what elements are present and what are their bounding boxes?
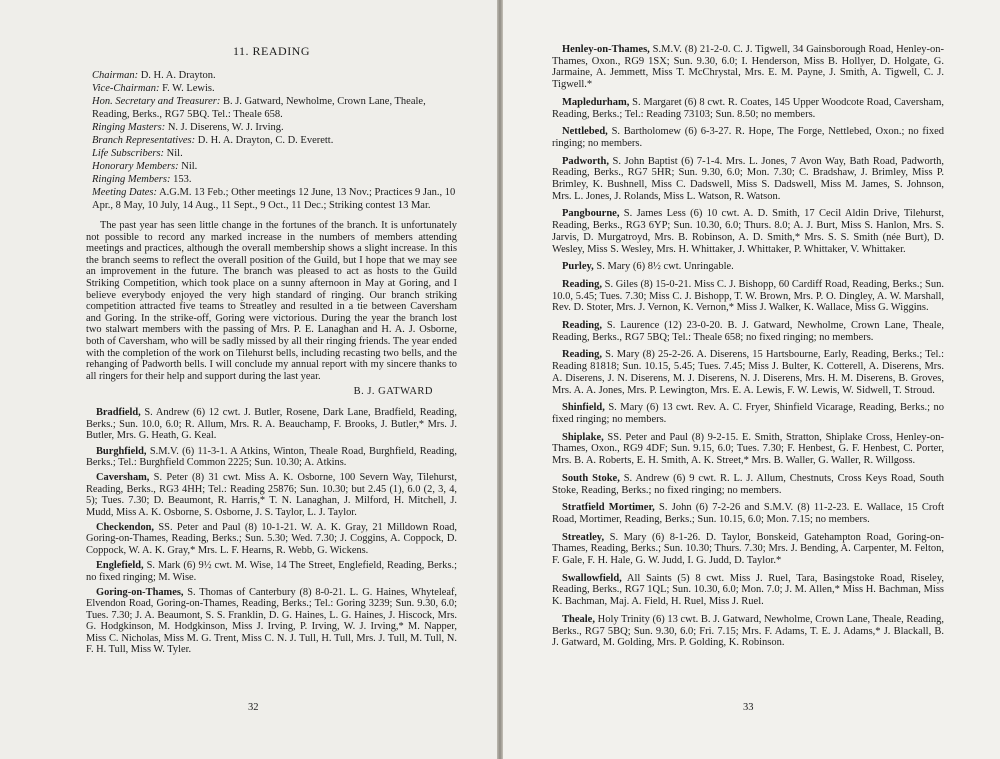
officer-value: A.G.M. 13 Feb.; Other meetings 12 June, 13 Nov.; Practices 9 Jan., 10 Apr., 8 May, 10 July, 14 Aug., 11 Sept., 9 Oct., 11 Dec.; Striking contest 13 Mar. — [92, 187, 456, 211]
officer-value: D. H. A. Drayton. — [140, 70, 216, 81]
officer-branch-reps — [86, 134, 457, 147]
tower-details: S. Andrew (6) 12 cwt. J. Butler, Rosene, Dark Lane, Bradfield, Reading, Berks.; Sun. 10.0, 6.0; R. Allum, Mrs. R. A. Beauchamp, F. Brooks, J. Butler,* Mrs. J. Butler, Mrs. G. Heath, G. Keal. — [86, 407, 457, 442]
tower-name: Reading, — [562, 278, 602, 290]
tower-entry — [552, 432, 944, 467]
branch-heading: 11. READING — [232, 44, 311, 58]
officer-meeting-dates — [86, 186, 457, 212]
officer-label: Chairman: — [92, 70, 139, 81]
tower-entry — [86, 472, 457, 518]
officer-label: Honorary Members: — [92, 161, 179, 172]
tower-entry — [552, 261, 944, 273]
officer-vice-chairman — [86, 82, 457, 95]
tower-entry — [86, 407, 457, 441]
officer-label: Meeting Dates: — [92, 187, 158, 198]
page-number-right: 33 — [743, 702, 754, 713]
tower-details: S. James Less (6) 10 cwt. A. D. Smith, 17 Cecil Aldin Drive, Tilehurst, Reading, Berks., RG3 6YP; Sun. 10.30, 6.0; Thurs. 8.0; A. J. Burt, Miss S. Hanlon, Mrs. S. Jarvis, D. Murgatroyd, Mrs. B. Robinson, A. D. Smith,* Mrs. S. S. Smith (née Burt), D. Wesley, Miss S. Wesley, Mrs. H. Whittaker, J. Whittaker, P. Whittaker, V. Whittaker. — [552, 208, 944, 255]
tower-details: SS. Peter and Paul (8) 9-2-15. E. Smith, Stratton, Shiplake Cross, Henley-on-Thames, Oxon., RG9 4DF; Sun. 9.15, 6.0; Tues. 7.30; F. Henbest, G. F. Henbest, C. Porter, Mrs. B. A. Roberts, E. H. Smith, A. K. Street,* Mrs. B. Waller, G. Waller, R. Willgoss. — [552, 431, 944, 467]
officer-value: N. J. Diserens, W. J. Irving. — [167, 122, 284, 133]
tower-name: Bradfield, — [96, 407, 141, 419]
tower-name: Padworth, — [562, 155, 609, 167]
officer-ringing-members — [86, 173, 457, 186]
tower-entry — [552, 44, 944, 91]
tower-name: Shinfield, — [562, 402, 605, 414]
tower-details: Holy Trinity (6) 13 cwt. B. J. Gatward, Newholme, Crown Lane, Theale, Reading, Berks., RG7 5BQ; Sun. 9.30, 6.0; Fri. 7.15; Mrs. F. Adams, T. E. J. Adams,* J. Blackall, B. J. Gatward, M. Golding, Mrs. P. Golding, K. Robinson. — [552, 613, 945, 649]
officer-value: Nil. — [166, 148, 183, 159]
tower-entry — [552, 349, 944, 396]
report-signature: B. J. GATWARD — [353, 386, 433, 398]
tower-name: Checkendon, — [96, 521, 155, 533]
tower-name: Stratfield Mortimer, — [562, 502, 655, 514]
tower-name: Burghfield, — [96, 445, 147, 457]
tower-name: Caversham, — [96, 472, 150, 484]
tower-name: South Stoke, — [562, 472, 620, 484]
tower-details: S. Thomas of Canterbury (8) 8-0-21. L. G. Haines, Whyteleaf, Elvendon Road, Goring-on-Thames, Reading, Berks.; Tel.: Goring 3239; Sun. 9.30, 6.0; Tues. 7.30; J. A. Beaumont, S. S. Franklin, D. G. Haines, L. G. Haines, J. Hiscock, Mrs. G. Hodgkinson, M. Hodgkinson, Miss J. Irving, P. Irving, W. J. Irving,* M. Napper, Miss C. Nicholas, Miss M. G. Trent, Miss C. N. J. Tull, H. Tull, Mrs. J. Tull, M. Tull, N. F. H. Tull, Miss W. Tyler. — [86, 587, 457, 656]
tower-name: Swallowfield, — [562, 572, 622, 584]
officer-label: Ringing Masters: — [92, 122, 166, 133]
tower-name: Streatley, — [562, 531, 605, 543]
tower-details: S. Bartholomew (6) 6-3-27. R. Hope, The Forge, Nettlebed, Oxon.; no fixed ringing; no members. — [552, 126, 945, 149]
tower-entry — [552, 573, 944, 608]
officer-label: Hon. Secretary and Treasurer: — [92, 96, 221, 107]
tower-details: S.M.V. (6) 11-3-1. A Atkins, Winton, Theale Road, Burghfield, Reading, Berks.; Tel.: Burghfield Common 2225; Sun. 10.30; A. Atkins. — [86, 445, 457, 468]
tower-details: S. John Baptist (6) 7-1-4. Mrs. L. Jones, 7 Avon Way, Bath Road, Padworth, Reading, Berks., RG7 5HR; Sun. 9.30, 6.0; Mon. 7.30; C. Bradshaw, J. Brimley, Miss P. Brimley, K. Bushnell, Miss C. Dadswell, Miss S. Dadswell, Miss M. James, S. Johnson, Mrs. L. Jones, J. Rolands, Miss L. Watson, R. Watson. — [552, 155, 945, 202]
tower-name: Englefield, — [96, 560, 144, 572]
tower-name: Mapledurham, — [562, 96, 630, 108]
tower-entry — [552, 614, 944, 649]
tower-name: Nettlebed, — [562, 126, 608, 138]
tower-entry — [552, 402, 944, 425]
tower-entry — [552, 126, 944, 149]
tower-details: S. Mary (8) 25-2-26. A. Diserens, 15 Hartsbourne, Early, Reading, Berks.; Tel.: Reading 81818; Sun. 10.15, 5.45; Tues. 7.45; Miss J. Bulter, K. Cotterell, A. Diserens, Mrs. A. Diserens, J. N. Diserens, M. J. Diserens, N. J. Diserens, Mrs. H. M. Diserens, B. Groves, Mrs. A. A. Jones, Mrs. P. Lewington, Mrs. E. A. Lewis, F. W. Lewis, W. Sidwell, T. Stroud. — [552, 349, 944, 396]
officer-secretary — [86, 95, 457, 121]
tower-details: S. Andrew (6) 9 cwt. R. L. J. Allum, Chestnuts, Cross Keys Road, South Stoke, Reading, Berks.; no fixed ringing; no members. — [552, 472, 945, 496]
tower-details: S.M.V. (8) 21-2-0. C. J. Tigwell, 34 Gainsborough Road, Henley-on-Thames, Oxon., RG9 1SX; Sun. 9.30, 6.0; I. Henderson, Miss B. Hollyer, D. Holgate, G. Jarmaine, A. Jemmett, Miss T. McChrystal, Mrs. E. M. Payne, J. Smith, A. Tigwell, C. J. Tigwell.* — [552, 44, 944, 91]
branch-report: The past year has seen little change in the fortunes of the branch. It is unfortunately not possible to record any marked increase in the numbers of members attending meetings and practices, although the overall membership shows a slight increase. In this the branch seems to reflect the overall position of the Guild, but I hope that we may see an improvement in the future. The branch was pleased to act as hosts to the Guild Striking Competition, which took place on a sunny afternoon in May at Goring, and I believe everybody enjoyed the very high standard of ringing. Our branch striking competition attracted five teams to Streatley and resulted in a tie between Caversham and Goring. In the strike-off, Goring were victorious. During the year the branch lost two stalwart members with the passing of Mrs. P. E. Lanaghan and H. A. J. Osborne, both of Caversham, who will be sadly missed by all their ringing friends. The year ended with the completion of the work on Tilehurst bells, including recasting two bells, and the rehanging of Padworth bells. I will conclude my annual report with my sincere thanks to all ringers for their help and support during the last year. — [86, 220, 457, 382]
tower-details: S. Giles (8) 15-0-21. Miss C. J. Bishopp, 60 Cardiff Road, Reading, Berks.; Sun. 10.0, 5.45; Tues. 7.30; Miss C. J. Bishopp, T. W. Brown, Mrs. P. O. Dingley, A. W. Marshall, Rev. D. Stoter, Mrs. J. Vernon, K. Vernon,* Miss J. Walker, K. Wallace, Miss G. Wiggins. — [552, 278, 944, 314]
officers-list — [86, 69, 457, 212]
tower-details: S. Mary (6) 8½ cwt. Unringable. — [596, 261, 734, 273]
left-page — [0, 0, 497, 759]
officer-value: D. H. A. Drayton, C. D. Everett. — [197, 135, 334, 146]
tower-details: S. John (6) 7-2-26 and S.M.V. (8) 11-2-23. E. Wallace, 15 Croft Road, Mortimer, Reading, Berks.; Sun. 10.15, 6.0; Mon. 7.15; no members. — [552, 502, 945, 525]
tower-entry — [86, 560, 457, 583]
tower-details: S. Laurence (12) 23-0-20. B. J. Gatward, Newholme, Crown Lane, Theale, Reading, Berks., RG7 5BQ; Tel.: Theale 658; no fixed ringing; no members. — [552, 320, 944, 343]
tower-entry — [552, 156, 944, 203]
tower-entry — [86, 522, 457, 556]
tower-name: Henley-on-Thames, — [562, 44, 650, 55]
tower-entry — [552, 502, 944, 525]
tower-entry — [552, 320, 944, 343]
tower-entries-right — [552, 44, 944, 649]
officer-label: Ringing Members: — [92, 174, 171, 185]
officer-label: Life Subscribers: — [92, 148, 165, 159]
tower-name: Purley, — [562, 261, 594, 273]
page-number-left: 32 — [248, 702, 259, 713]
tower-details: S. Mary (6) 13 cwt. Rev. A. C. Fryer, Shinfield Vicarage, Reading, Berks.; no fixed ringing; no members. — [552, 402, 945, 425]
tower-name: Theale, — [562, 613, 595, 625]
tower-entry — [552, 473, 944, 496]
tower-details: All Saints (5) 8 cwt. Miss J. Ruel, Tara, Basingstoke Road, Riseley, Reading, Berks., RG7 1QL; Sun. 10.30, 6.0; Mon. 7.0; J. M. Allen,* Miss H. Bachman, Miss K. Bachman, Maj. A. Field, H. Ruel, Miss J. Ruel. — [552, 572, 945, 608]
tower-entry — [552, 279, 944, 314]
officer-label: Vice-Chairman: — [92, 83, 160, 94]
tower-entry — [552, 97, 944, 120]
officer-honorary-members — [86, 160, 457, 173]
officer-ringing-masters — [86, 121, 457, 134]
tower-details: S. Mary (6) 8-1-26. D. Taylor, Bonskeid, Gatehampton Road, Goring-on-Thames, Reading, Berks.; Sun. 10.30; Thurs. 7.30; Mrs. J. Bending, A. Carpenter, M. Felton, F. Gale, F. H. Hale, G. W. Judd, I. G. Judd, D. Taylor.* — [552, 531, 944, 567]
tower-name: Reading, — [562, 349, 602, 361]
tower-name: Goring-on-Thames, — [96, 587, 184, 598]
officer-value: Nil. — [181, 161, 198, 172]
tower-details: S. Mark (6) 9½ cwt. M. Wise, 14 The Street, Englefield, Reading, Berks.; no fixed ringing; M. Wise. — [86, 560, 457, 583]
officer-life-subscribers — [86, 147, 457, 160]
officer-value: F. W. Lewis. — [162, 83, 215, 94]
tower-entry — [552, 208, 944, 255]
officer-label: Branch Representatives: — [92, 135, 196, 146]
officer-value: 153. — [173, 174, 192, 185]
tower-name: Shiplake, — [562, 431, 604, 443]
officer-value: B. J. Gatward, Newholme, Crown Lane, Theale, Reading, Berks., RG7 5BQ. Tel.: Theale 658. — [92, 96, 426, 120]
tower-details: S. Peter (8) 31 cwt. Miss A. K. Osborne, 100 Severn Way, Tilehurst, Reading, Berks., RG3 4HH; Tel.: Reading 25876; Sun. 10.30; but 2.45 (1), 6.0 (2, 3, 4, 5); Tues. 7.30; D. Beaumont, R. Harris,* T. N. Lanaghan, J. Milford, H. Mitchell, J. Mudd, Miss A. K. Osborne, S. Osborne, J. S. Taylor, L. J. Taylor. — [86, 472, 457, 518]
tower-details: SS. Peter and Paul (8) 10-1-21. W. A. K. Gray, 21 Milldown Road, Goring-on-Thames, Reading, Berks.; Sun. 5.30; Wed. 7.30; J. Coggins, A. Coppock, D. Coppock, W. A. K. Gray,* Mrs. L. F. Hearns, R. Webb, G. Wickens. — [86, 521, 457, 556]
tower-name: Reading, — [562, 320, 602, 332]
tower-details: S. Margaret (6) 8 cwt. R. Coates, 145 Upper Woodcote Road, Caversham, Reading, Berks.; Tel.: Reading 73103; Sun. 8.50; no members. — [552, 96, 944, 120]
tower-entries-left — [86, 407, 457, 655]
officer-chairman — [86, 69, 457, 82]
tower-entry — [86, 446, 457, 469]
tower-entry — [552, 532, 944, 567]
tower-name: Pangbourne, — [562, 208, 620, 220]
tower-entry — [86, 587, 457, 655]
right-page — [503, 0, 1000, 759]
